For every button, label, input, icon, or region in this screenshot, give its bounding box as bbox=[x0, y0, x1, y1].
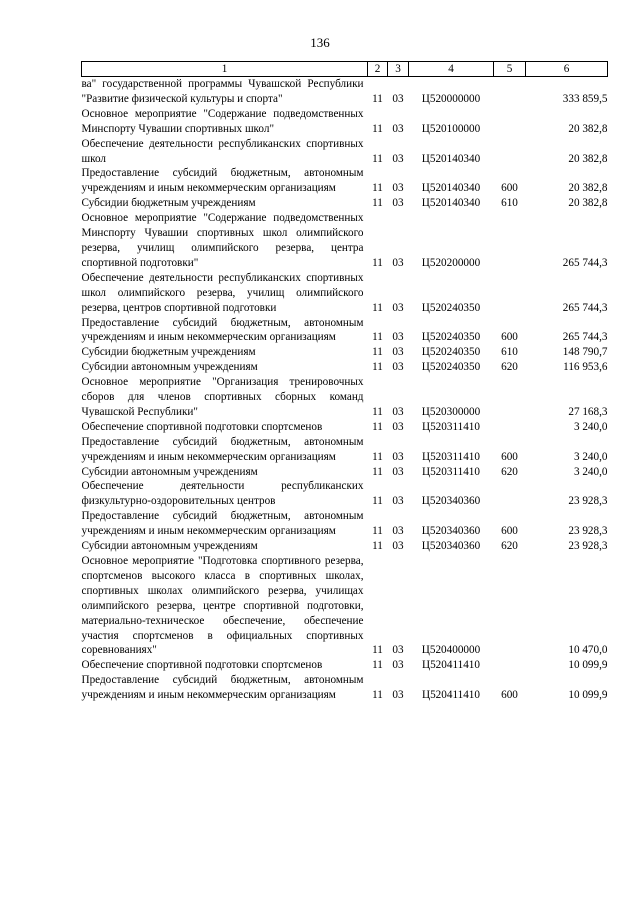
row-target-article: Ц520240350 bbox=[421, 346, 481, 359]
row-name-text: Субсидии автономным учреждениям bbox=[81, 540, 258, 553]
row-name-text: ва" государственной программы Чувашской Республики "Развитие физической культуры и спорта" bbox=[81, 78, 364, 105]
row-amount: 3 240,0 bbox=[573, 420, 608, 433]
header-col-5: 5 bbox=[494, 62, 526, 77]
row-section: 11 bbox=[372, 405, 383, 418]
row-target-article: Ц520411410 bbox=[421, 659, 480, 672]
row-target-article: Ц520411410 bbox=[421, 689, 480, 702]
row-name bbox=[82, 539, 368, 554]
row-expense-type bbox=[494, 137, 526, 167]
table-row bbox=[82, 137, 608, 167]
table-body bbox=[82, 77, 608, 704]
row-amount: 20 382,8 bbox=[568, 182, 608, 195]
table-row bbox=[82, 554, 608, 658]
row-expense-type: 620 bbox=[501, 540, 518, 553]
table-row bbox=[82, 77, 608, 107]
row-target-article: Ц520140340 bbox=[421, 182, 481, 195]
table-row bbox=[82, 211, 608, 271]
table-row bbox=[82, 196, 608, 211]
table-row bbox=[82, 420, 608, 435]
row-amount: 20 382,8 bbox=[568, 197, 608, 210]
row-name bbox=[82, 420, 368, 435]
row-amount: 23 928,3 bbox=[568, 495, 608, 508]
row-expense-type bbox=[494, 77, 526, 107]
row-name bbox=[82, 360, 368, 375]
row-name bbox=[82, 435, 368, 465]
row-subsection: 03 bbox=[392, 465, 404, 478]
header-col-3: 3 bbox=[388, 62, 409, 77]
row-name-text: Субсидии автономным учреждениям bbox=[81, 361, 258, 374]
row-expense-type: 600 bbox=[501, 182, 518, 195]
row-subsection: 03 bbox=[392, 92, 404, 105]
row-name bbox=[82, 166, 368, 196]
row-subsection: 03 bbox=[392, 301, 404, 314]
row-subsection: 03 bbox=[392, 405, 404, 418]
row-section: 11 bbox=[372, 689, 383, 702]
row-amount: 3 240,0 bbox=[573, 450, 608, 463]
row-name-text: Основное мероприятие "Подготовка спортивного резерва, спортсменов высокого класса в спортивных школах, спортивных школах олимпийского резерва, училищах олимпийского резерва, центре спортивной подготовки, материально-техническое обеспечение, обеспечение участия спортсменов в официальных спортивных соревнованиях" bbox=[81, 555, 364, 657]
row-expense-type bbox=[494, 554, 526, 658]
row-amount: 333 859,5 bbox=[562, 92, 608, 105]
row-name bbox=[82, 554, 368, 658]
row-name-text: Основное мероприятие "Содержание подведомственных Минспорту Чувашии спортивных школ олимпийского резерва, училищ олимпийского резерва, центра спортивной подготовки" bbox=[81, 212, 364, 269]
row-expense-type: 620 bbox=[501, 361, 518, 374]
table-row bbox=[82, 465, 608, 480]
row-target-article: Ц520340360 bbox=[421, 525, 481, 538]
table-row bbox=[82, 479, 608, 509]
row-amount: 20 382,8 bbox=[568, 122, 608, 135]
row-name bbox=[82, 465, 368, 480]
header-col-2: 2 bbox=[368, 62, 388, 77]
row-target-article: Ц520311410 bbox=[421, 450, 480, 463]
table-row bbox=[82, 435, 608, 465]
row-target-article: Ц520240350 bbox=[421, 301, 481, 314]
table-row bbox=[82, 166, 608, 196]
row-expense-type bbox=[494, 420, 526, 435]
row-target-article: Ц520000000 bbox=[421, 92, 481, 105]
row-subsection: 03 bbox=[392, 361, 404, 374]
row-target-article: Ц520240350 bbox=[421, 361, 481, 374]
table-row bbox=[82, 345, 608, 360]
table-row bbox=[82, 509, 608, 539]
row-name-text: Обеспечение деятельности республиканских спортивных школ олимпийского резерва, училищ олимпийского резерва, центров спортивной подготовки bbox=[81, 271, 364, 314]
row-target-article: Ц520140340 bbox=[421, 197, 481, 210]
row-amount: 10 099,9 bbox=[568, 689, 608, 702]
row-name bbox=[82, 673, 368, 703]
row-name bbox=[82, 345, 368, 360]
row-target-article: Ц520100000 bbox=[421, 122, 481, 135]
row-section: 11 bbox=[372, 495, 383, 508]
table-row bbox=[82, 360, 608, 375]
row-expense-type bbox=[494, 271, 526, 316]
row-section: 11 bbox=[372, 644, 383, 657]
row-target-article: Ц520400000 bbox=[421, 644, 481, 657]
row-name-text: Предоставление субсидий бюджетным, автономным учреждениям и иным некоммерческим организациям bbox=[81, 510, 364, 538]
row-name bbox=[82, 137, 368, 167]
row-expense-type bbox=[494, 211, 526, 271]
row-target-article: Ц520311410 bbox=[421, 465, 480, 478]
row-name-text: Субсидии автономным учреждениям bbox=[81, 465, 258, 478]
row-section: 11 bbox=[372, 331, 383, 344]
row-amount: 265 744,3 bbox=[562, 256, 608, 269]
row-subsection: 03 bbox=[392, 197, 404, 210]
row-expense-type: 620 bbox=[501, 465, 518, 478]
row-name-text: Предоставление субсидий бюджетным, автономным учреждениям и иным некоммерческим организациям bbox=[81, 435, 364, 463]
table-row bbox=[82, 658, 608, 673]
row-amount: 116 953,6 bbox=[563, 361, 608, 374]
row-section: 11 bbox=[372, 197, 383, 210]
header-col-4: 4 bbox=[409, 62, 494, 77]
row-amount: 10 099,9 bbox=[568, 659, 608, 672]
row-target-article: Ц520300000 bbox=[421, 405, 481, 418]
row-target-article: Ц520140340 bbox=[421, 152, 481, 165]
row-name bbox=[82, 196, 368, 211]
row-name-text: Основное мероприятие "Организация тренировочных сборов для членов спортивных сборных команд Чувашской Республики" bbox=[81, 376, 364, 418]
row-name-text: Субсидии бюджетным учреждениям bbox=[81, 346, 256, 359]
row-name bbox=[82, 107, 368, 137]
row-name bbox=[82, 509, 368, 539]
row-name-text: Обеспечение спортивной подготовки спортсменов bbox=[81, 659, 323, 672]
row-target-article: Ц520340360 bbox=[421, 495, 481, 508]
table-row bbox=[82, 375, 608, 420]
row-name-text: Предоставление субсидий бюджетным, автономным учреждениям и иным некоммерческим организациям bbox=[81, 167, 364, 195]
row-subsection: 03 bbox=[392, 450, 404, 463]
row-section: 11 bbox=[372, 659, 383, 672]
row-section: 11 bbox=[372, 346, 383, 359]
row-name bbox=[82, 316, 368, 346]
row-subsection: 03 bbox=[392, 331, 404, 344]
row-subsection: 03 bbox=[392, 420, 404, 433]
row-expense-type: 600 bbox=[501, 689, 518, 702]
row-subsection: 03 bbox=[392, 346, 404, 359]
row-amount: 10 470,0 bbox=[568, 644, 608, 657]
row-expense-type bbox=[494, 375, 526, 420]
table-row bbox=[82, 271, 608, 316]
row-name bbox=[82, 479, 368, 509]
row-subsection: 03 bbox=[392, 689, 404, 702]
row-name-text: Предоставление субсидий бюджетным, автономным учреждениям и иным некоммерческим организациям bbox=[81, 316, 364, 344]
row-amount: 265 744,3 bbox=[562, 301, 608, 314]
row-subsection: 03 bbox=[392, 182, 404, 195]
row-section: 11 bbox=[372, 361, 383, 374]
row-name-text: Обеспечение спортивной подготовки спортсменов bbox=[81, 420, 323, 433]
row-subsection: 03 bbox=[392, 540, 404, 553]
row-subsection: 03 bbox=[392, 659, 404, 672]
table-row bbox=[82, 107, 608, 137]
row-section: 11 bbox=[372, 525, 383, 538]
row-target-article: Ц520311410 bbox=[421, 420, 480, 433]
row-amount: 265 744,3 bbox=[562, 331, 608, 344]
row-name-text: Обеспечение деятельности республиканских физкультурно-оздоровительных центров bbox=[81, 480, 364, 508]
header-col-6: 6 bbox=[526, 62, 608, 77]
row-name bbox=[82, 77, 368, 107]
row-name bbox=[82, 375, 368, 420]
row-amount: 27 168,3 bbox=[568, 405, 608, 418]
budget-table bbox=[81, 61, 608, 703]
page-number: 136 bbox=[310, 35, 330, 50]
row-section: 11 bbox=[372, 450, 383, 463]
table-row bbox=[82, 316, 608, 346]
row-section: 11 bbox=[372, 152, 383, 165]
row-subsection: 03 bbox=[392, 495, 404, 508]
row-expense-type: 600 bbox=[501, 525, 518, 538]
row-target-article: Ц520200000 bbox=[421, 256, 481, 269]
row-section: 11 bbox=[372, 540, 383, 553]
row-section: 11 bbox=[372, 122, 383, 135]
row-section: 11 bbox=[372, 256, 383, 269]
row-expense-type bbox=[494, 107, 526, 137]
row-subsection: 03 bbox=[392, 525, 404, 538]
row-amount: 3 240,0 bbox=[573, 465, 608, 478]
row-name-text: Основное мероприятие "Содержание подведомственных Минспорту Чувашии спортивных школ" bbox=[81, 107, 364, 135]
row-section: 11 bbox=[372, 301, 383, 314]
row-subsection: 03 bbox=[392, 122, 404, 135]
row-name-text: Обеспечение деятельности республиканских спортивных школ bbox=[81, 137, 364, 165]
row-name-text: Предоставление субсидий бюджетным, автономным учреждениям и иным некоммерческим организациям bbox=[81, 674, 364, 702]
row-expense-type: 610 bbox=[501, 197, 518, 210]
table-row bbox=[82, 539, 608, 554]
row-amount: 23 928,3 bbox=[568, 540, 608, 553]
row-expense-type: 600 bbox=[501, 450, 518, 463]
row-target-article: Ц520240350 bbox=[421, 331, 481, 344]
row-section: 11 bbox=[372, 420, 383, 433]
row-name bbox=[82, 211, 368, 271]
row-name-text: Субсидии бюджетным учреждениям bbox=[81, 197, 256, 210]
row-subsection: 03 bbox=[392, 152, 404, 165]
row-expense-type bbox=[494, 658, 526, 673]
row-name bbox=[82, 271, 368, 316]
row-section: 11 bbox=[372, 465, 383, 478]
row-expense-type: 600 bbox=[501, 331, 518, 344]
header-col-1: 1 bbox=[82, 62, 368, 77]
row-expense-type: 610 bbox=[501, 346, 518, 359]
row-name bbox=[82, 658, 368, 673]
table-row bbox=[82, 673, 608, 703]
row-subsection: 03 bbox=[392, 256, 404, 269]
row-section: 11 bbox=[372, 92, 383, 105]
row-section: 11 bbox=[372, 182, 383, 195]
table-header-row bbox=[82, 62, 608, 77]
row-amount: 20 382,8 bbox=[568, 152, 608, 165]
row-expense-type bbox=[494, 479, 526, 509]
row-target-article: Ц520340360 bbox=[421, 540, 481, 553]
row-amount: 148 790,7 bbox=[562, 346, 608, 359]
row-amount: 23 928,3 bbox=[568, 525, 608, 538]
row-subsection: 03 bbox=[392, 644, 404, 657]
